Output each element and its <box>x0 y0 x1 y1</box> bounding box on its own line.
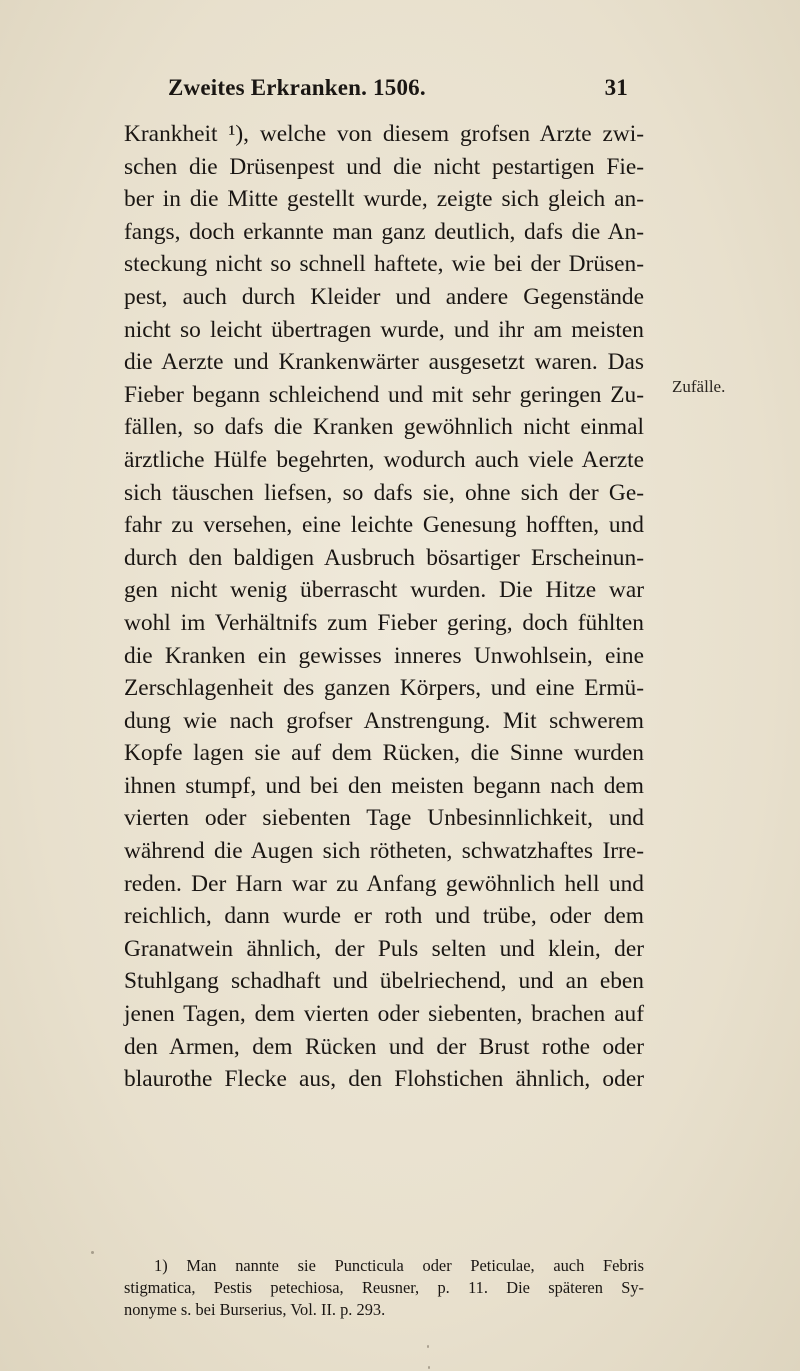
text-line: steckung nicht so schnell haftete, wie bei der Drüsen- <box>124 251 644 278</box>
text-line: während die Augen sich rötheten, schwatzhaftes Irre- <box>124 838 644 865</box>
text-line: Krankheit ¹), welche von diesem grofsen Arzte zwi- <box>124 121 644 147</box>
footnote-line: stigmatica, Pestis petechiosa, Reusner, p. 11. Die späteren Sy- <box>124 1278 644 1297</box>
text-line: durch den baldigen Ausbruch bösartiger Erscheinun- <box>124 544 644 571</box>
text-line: schen die Drüsenpest und die nicht pestartigen Fie- <box>124 153 644 180</box>
text-line: wohl im Verhältnifs zum Fieber gering, doch fühlten <box>124 609 644 636</box>
text-line: pest, auch durch Kleider und andere Gegenstände <box>124 283 644 310</box>
text-line: reden. Der Harn war zu Anfang gewöhnlich hell und <box>124 870 644 897</box>
paper-speck <box>428 1366 430 1369</box>
text-line: vierten oder siebenten Tage Unbesinnlichkeit, und <box>124 805 644 832</box>
text-line: gen nicht wenig überrascht wurden. Die Hitze war <box>124 577 644 604</box>
text-line: nicht so leicht übertragen wurde, und ihr am meisten <box>124 316 644 343</box>
text-line: fällen, so dafs die Kranken gewöhnlich nicht einmal <box>124 414 644 441</box>
page-number: 31 <box>604 75 628 100</box>
text-line: Stuhlgang schadhaft und übelriechend, und an eben <box>124 968 644 995</box>
footnote-line: nonyme s. bei Burserius, Vol. II. p. 293. <box>124 1300 386 1319</box>
paper-speck <box>427 1345 429 1348</box>
text-line: dung wie nach grofser Anstrengung. Mit schwerem <box>124 707 644 734</box>
text-line: Granatwein ähnlich, der Puls selten und klein, der <box>124 935 644 962</box>
text-line: Kopfe lagen sie auf dem Rücken, die Sinne wurden <box>124 740 644 767</box>
text-line: sich täuschen liefsen, so dafs sie, ohne sich der Ge- <box>124 479 644 506</box>
text-line: jenen Tagen, dem vierten oder siebenten, brachen auf <box>124 1001 644 1028</box>
text-line: ärztliche Hülfe begehrten, wodurch auch viele Aerzte <box>124 446 644 473</box>
text-line: Fieber begann schleichend und mit sehr geringen Zu- <box>124 381 644 408</box>
margin-note: Zufälle. <box>672 377 726 396</box>
text-line: reichlich, dann wurde er roth und trübe, oder dem <box>124 903 644 930</box>
body-text <box>124 118 644 1096</box>
text-line: blaurothe Flecke aus, den Flohstichen ähnlich, oder <box>124 1066 644 1093</box>
text-line: fangs, doch erkannte man ganz deutlich, dafs die An- <box>124 218 644 245</box>
text-line: fahr zu versehen, eine leichte Genesung hofften, und <box>124 512 644 539</box>
text-line: die Aerzte und Krankenwärter ausgesetzt waren. Das <box>124 349 644 376</box>
footnote <box>124 1255 644 1321</box>
text-line: ihnen stumpf, und bei den meisten begann nach dem <box>124 772 644 799</box>
text-line: ber in die Mitte gestellt wurde, zeigte sich gleich an- <box>124 186 644 213</box>
footnote-line: 1) Man nannte sie Puncticula oder Peticulae, auch Febris <box>154 1256 644 1275</box>
paper-speck <box>91 1251 94 1254</box>
text-line: die Kranken ein gewisses inneres Unwohlsein, eine <box>124 642 644 669</box>
text-line: den Armen, dem Rücken und der Brust rothe oder <box>124 1033 644 1060</box>
text-line: Zerschlagenheit des ganzen Körpers, und eine Ermü- <box>124 675 644 702</box>
header-title: Zweites Erkranken. 1506. <box>168 75 426 100</box>
